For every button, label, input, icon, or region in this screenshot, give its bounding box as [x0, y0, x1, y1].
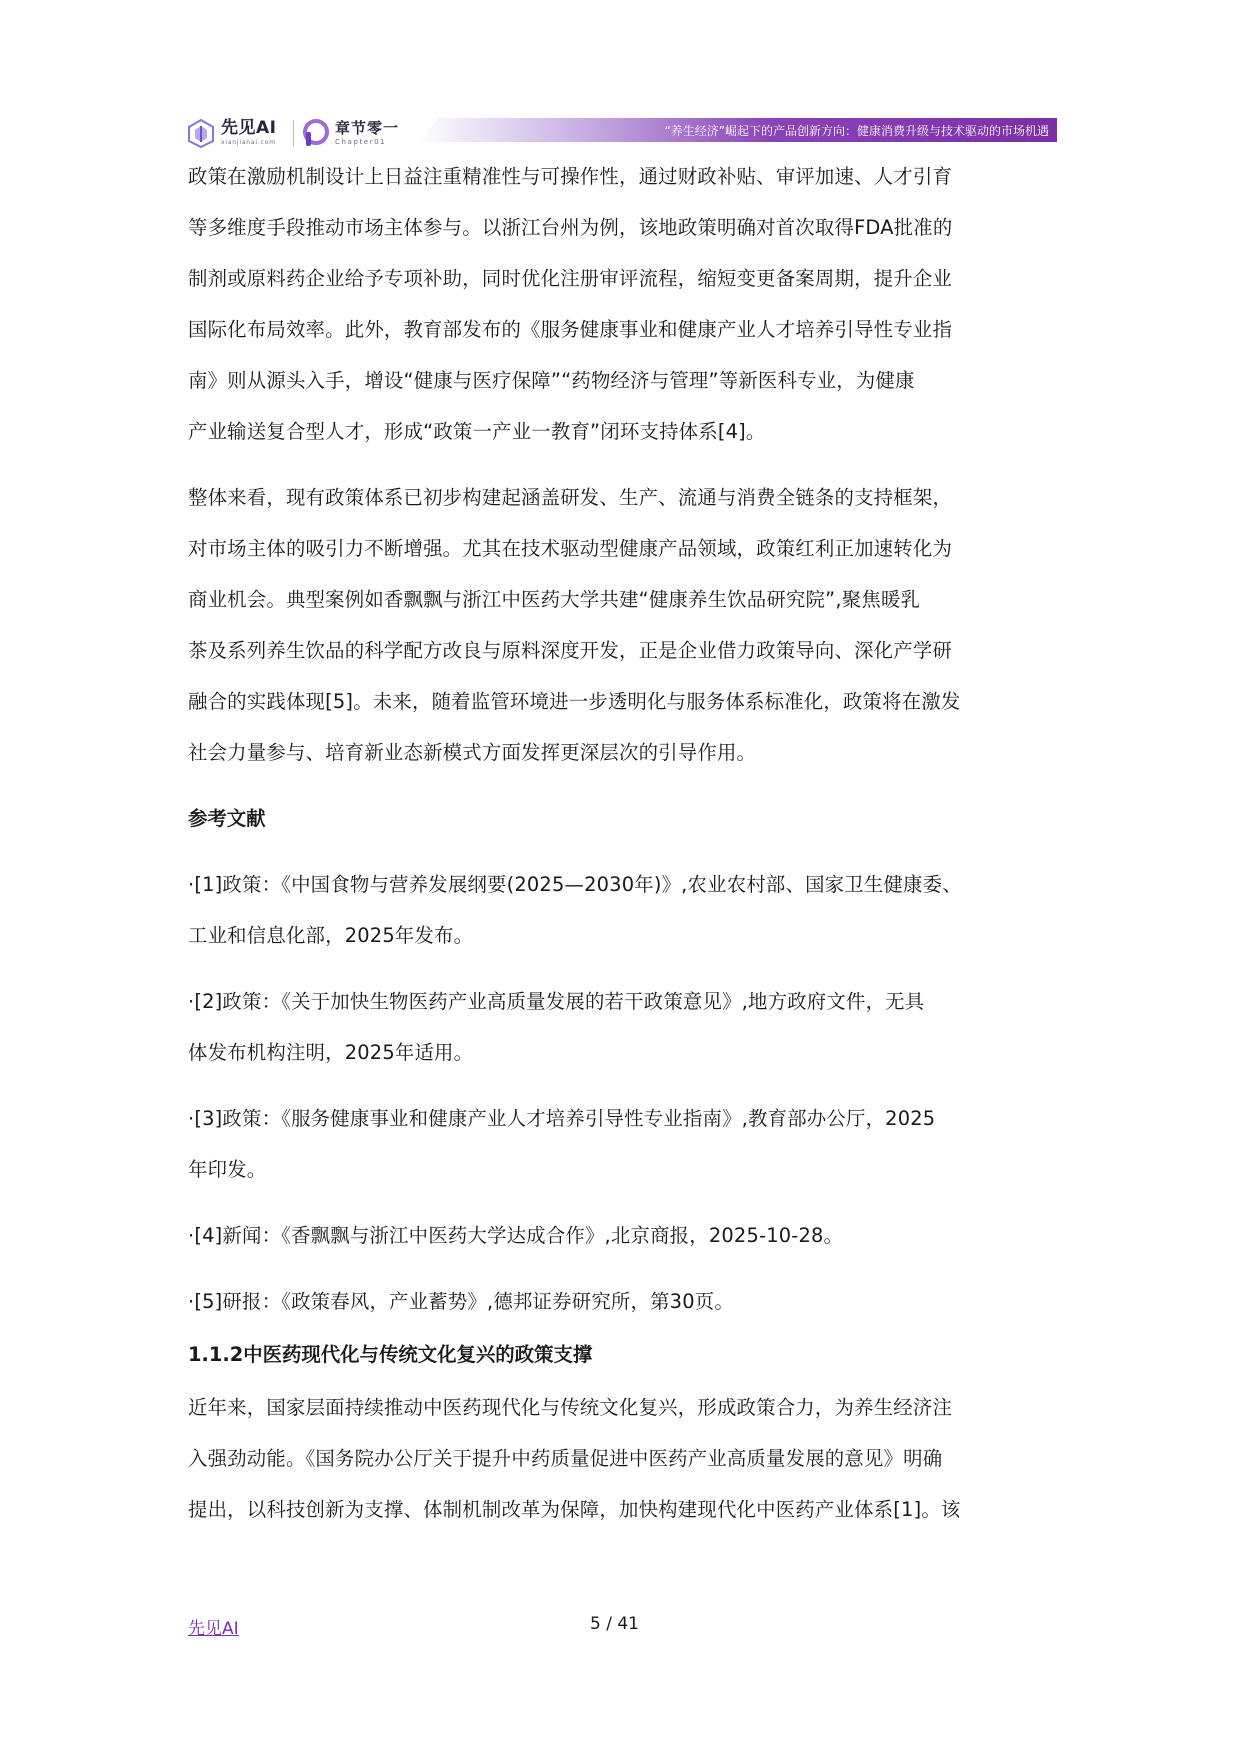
paragraph-tcm-modernization [188, 1382, 1048, 1535]
text-line: 茶及系列养生饮品的科学配方改良与原料深度开发，正是企业借力政策导向、深化产学研 [188, 639, 953, 662]
logo-divider [293, 120, 294, 146]
text-line: 商业机会。典型案例如香飘飘与浙江中医药大学共建“健康养生饮品研究院”,聚焦暖乳 [188, 588, 921, 611]
text-line: 体发布机构注明，2025年适用。 [188, 1041, 474, 1064]
text-line: ·[1]政策：《中国食物与营养发展纲要(2025—2030年)》,农业农村部、国家卫生健康委、 [188, 873, 962, 896]
text-line: 南》则从源头入手，增设“健康与医疗保障”“药物经济与管理”等新医科专业，为健康 [188, 369, 915, 392]
page-number: 5 / 41 [590, 1614, 639, 1634]
text-line: 融合的实践体现[5]。未来，随着监管环境进一步透明化与服务体系标准化，政策将在激发 [188, 690, 961, 713]
reference-item [188, 859, 1048, 961]
header-banner [417, 118, 1057, 142]
reference-item: ·[4]新闻：《香飘飘与浙江中医药大学达成合作》,北京商报，2025-10-28。 [188, 1224, 844, 1247]
paragraph-policy-incentives [188, 151, 1048, 457]
text-line: 等多维度手段推动市场主体参与。以浙江台州为例，该地政策明确对首次取得FDA批准的 [188, 216, 953, 239]
logo1-subtitle: xianjianai.com [221, 139, 276, 146]
text-line: 对市场主体的吸引力不断增强。尤其在技术驱动型健康产品领域，政策红利正加速转化为 [188, 537, 953, 560]
logo2-name: 章节零一 [335, 118, 400, 137]
chapter01-logo [301, 116, 399, 150]
text-line: 国际化布局效率。此外，教育部发布的《服务健康事业和健康产业人才培养引导性专业指 [188, 318, 953, 341]
reference-item [188, 1093, 1048, 1195]
text-line: 政策在激励机制设计上日益注重精准性与可操作性，通过财政补贴、审评加速、人才引育 [188, 165, 953, 188]
reference-item [188, 976, 1048, 1078]
text-line: 社会力量参与、培育新业态新模式方面发挥更深层次的引导作用。 [188, 741, 757, 764]
text-line: 整体来看，现有政策体系已初步构建起涵盖研发、生产、流通与消费全链条的支持框架， [188, 486, 953, 509]
logo2-subtitle: Chapter01 [335, 137, 387, 146]
logo1-name: 先见AI [221, 118, 277, 138]
reference-item: ·[5]研报：《政策春风，产业蓄势》,德邦证券研究所，第30页。 [188, 1290, 734, 1313]
header-banner-title: “养生经济”崛起下的产品创新方向：健康消费升级与技术驱动的市场机遇 [664, 124, 1049, 138]
text-line: 工业和信息化部，2025年发布。 [188, 924, 474, 947]
page-header [185, 114, 1057, 152]
text-line: 近年来，国家层面持续推动中医药现代化与传统文化复兴，形成政策合力，为养生经济注 [188, 1396, 953, 1419]
document-body [188, 151, 1048, 1535]
text-line: 入强劲动能。《国务院办公厅关于提升中药质量促进中医药产业高质量发展的意见》明确 [188, 1447, 943, 1470]
text-line: 产业输送复合型人才，形成“政策一产业一教育”闭环支持体系[4]。 [188, 420, 766, 443]
footer-site-link[interactable]: 先见AI [188, 1619, 239, 1639]
text-line: 提出，以科技创新为支撑、体制机制改革为保障，加快构建现代化中医药产业体系[1]。该 [188, 1498, 961, 1521]
references-heading: 参考文献 [188, 807, 266, 830]
text-line: ·[2]政策：《关于加快生物医药产业高质量发展的若干政策意见》,地方政府文件，无具 [188, 990, 925, 1013]
xianjian-logo [185, 116, 276, 150]
paragraph-overall-view [188, 472, 1048, 778]
xianjian-logo-icon [185, 117, 217, 149]
text-line: 年印发。 [188, 1158, 267, 1181]
text-line: ·[3]政策：《服务健康事业和健康产业人才培养引导性专业指南》,教育部办公厅，2025 [188, 1107, 936, 1130]
section-heading: 1.1.2中医药现代化与传统文化复兴的政策支撑 [188, 1343, 593, 1366]
text-line: 制剂或原料药企业给予专项补助，同时优化注册审评流程，缩短变更备案周期，提升企业 [188, 267, 953, 290]
chapter01-logo-icon [301, 118, 331, 148]
